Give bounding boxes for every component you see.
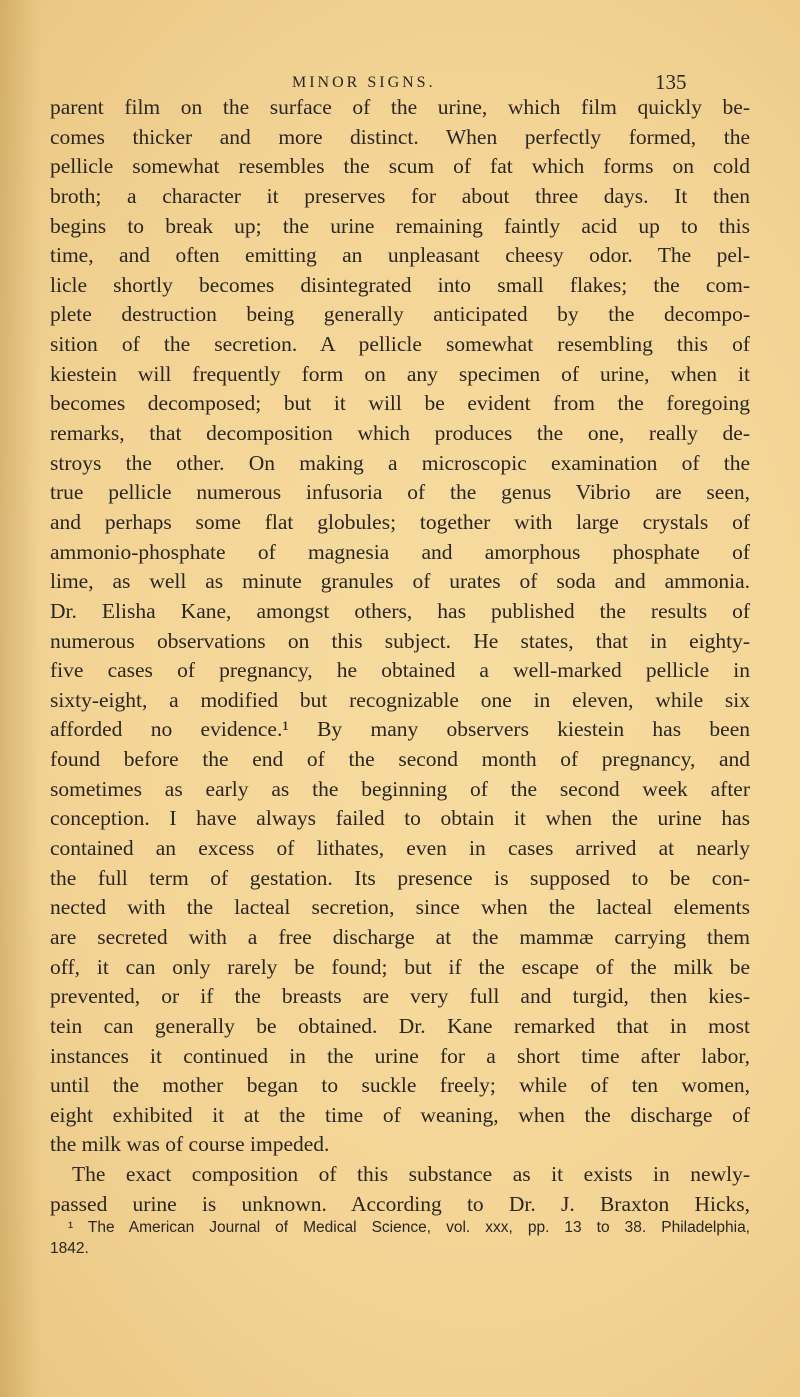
text-line: licle shortly becomes disintegrated into small flakes; the com- (50, 272, 750, 297)
text-line: contained an excess of lithates, even in cases arrived at nearly (50, 836, 750, 861)
text-line: sixty-eight, a modified but recognizable one in eleven, while six (50, 687, 750, 712)
text-line: begins to break up; the urine remaining faintly acid up to this (50, 213, 750, 238)
text-line: afforded no evidence.¹ By many observers kiestein has been (50, 717, 750, 742)
text-line: eight exhibited it at the time of weaning, when the discharge of (50, 1102, 750, 1127)
text-line: the full term of gestation. Its presence is supposed to be con- (50, 865, 750, 890)
text-line: parent film on the surface of the urine, which film quickly be- (50, 95, 750, 119)
text-line: Dr. Elisha Kane, amongst others, has published the results of (50, 598, 750, 623)
running-title: MINOR SIGNS. (292, 74, 436, 91)
page-number: 135 (655, 70, 687, 94)
text-line: tein can generally be obtained. Dr. Kane remarked that in most (50, 1013, 750, 1038)
text-line: prevented, or if the breasts are very full and turgid, then kies- (50, 984, 750, 1009)
text-line: time, and often emitting an unpleasant cheesy odor. The pel- (50, 243, 750, 268)
text-line: broth; a character it preserves for about three days. It then (50, 183, 750, 208)
text-line: true pellicle numerous infusoria of the genus Vibrio are seen, (50, 480, 750, 505)
text-line: nected with the lacteal secretion, since when the lacteal elements (50, 895, 750, 920)
text-line: and perhaps some flat globules; together with large crystals of (50, 509, 750, 534)
footnote-line: ¹ The American Journal of Medical Science, vol. xxx, pp. 13 to 38. Philadelphia, (68, 1219, 750, 1236)
text-line: The exact composition of this substance as it exists in newly- (72, 1162, 750, 1187)
text-line: passed urine is unknown. According to Dr. J. Braxton Hicks, (50, 1191, 750, 1216)
text-line: becomes decomposed; but it will be evident from the foregoing (50, 391, 750, 416)
footnote-line: 1842. (50, 1240, 89, 1257)
text-line: pellicle somewhat resembles the scum of fat which forms on cold (50, 154, 750, 179)
body-text (50, 93, 750, 1219)
text-line: sometimes as early as the beginning of the second week after (50, 776, 750, 801)
text-line: sition of the secretion. A pellicle somewhat resembling this of (50, 332, 750, 357)
text-line: comes thicker and more distinct. When perfectly formed, the (50, 124, 750, 149)
text-line: kiestein will frequently form on any specimen of urine, when it (50, 361, 750, 386)
text-line: lime, as well as minute granules of urates of soda and ammonia. (50, 569, 750, 594)
text-line: five cases of pregnancy, he obtained a well-marked pellicle in (50, 658, 750, 683)
text-line: conception. I have always failed to obtain it when the urine has (50, 806, 750, 831)
text-line: until the mother began to suckle freely; while of ten women, (50, 1073, 750, 1098)
text-line: the milk was of course impeded. (50, 1132, 330, 1157)
text-line: numerous observations on this subject. He states, that in eighty- (50, 628, 750, 653)
text-line: off, it can only rarely be found; but if the escape of the milk be (50, 954, 750, 979)
footnotes (50, 1217, 750, 1259)
text-line: are secreted with a free discharge at the mammæ carrying them (50, 924, 750, 949)
text-line: stroys the other. On making a microscopic examination of the (50, 450, 750, 475)
text-line: found before the end of the second month of pregnancy, and (50, 747, 750, 772)
page-edge-shadow (0, 0, 40, 1397)
text-line: remarks, that decomposition which produces the one, really de- (50, 421, 750, 446)
text-line: instances it continued in the urine for a short time after labor, (50, 1043, 750, 1068)
text-line: plete destruction being generally anticipated by the decompo- (50, 302, 750, 327)
text-line: ammonio-phosphate of magnesia and amorphous phosphate of (50, 539, 750, 564)
